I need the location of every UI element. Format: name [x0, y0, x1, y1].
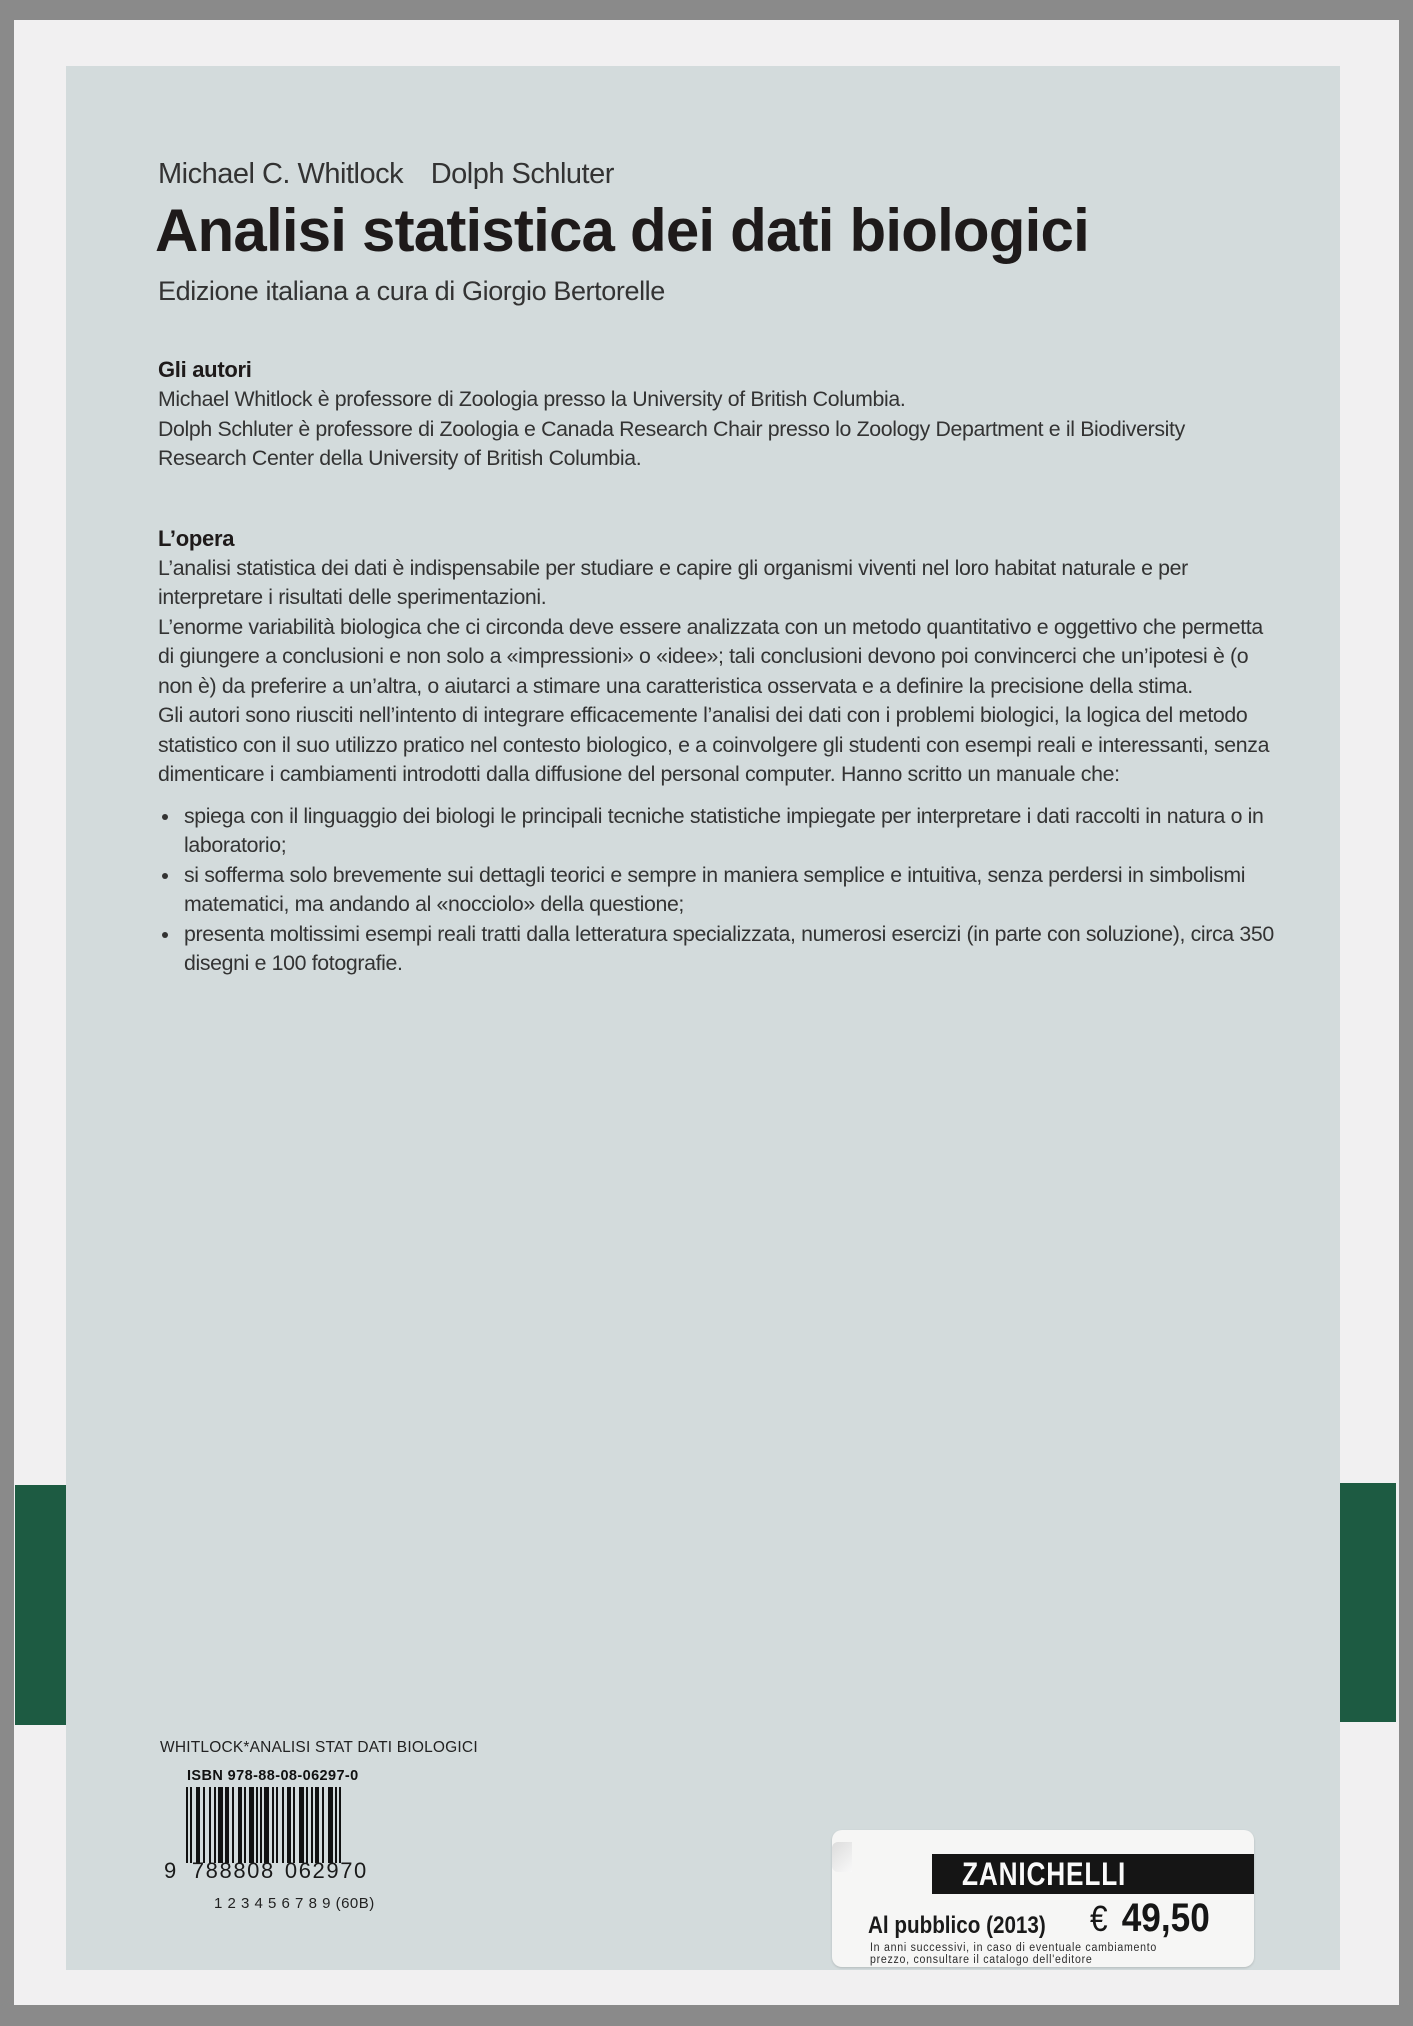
feature-list-item: si sofferma solo brevemente sui dettagli teorici e sempre in maniera semplice e intuitiva, senza perdersi in simbolismi matematici, ma andando al «nocciolo» della questione;: [158, 861, 1278, 920]
publisher-name: ZANICHELLI: [962, 1856, 1127, 1892]
price-amount: 49,50: [1121, 1896, 1210, 1940]
price-sticker: [832, 1830, 1254, 1967]
publisher-band: [932, 1854, 1254, 1894]
section-work: [158, 524, 1278, 979]
feature-list-item: spiega con il linguaggio dei biologi le principali tecniche statistiche impiegate per interpretare i dati raccolti in natura o in laboratorio;: [158, 802, 1278, 861]
authors: [158, 156, 1278, 192]
author-bio: Dolph Schluter è professore di Zoologia e Canada Research Chair presso lo Zoology Department e il Biodiversity Research Center della University of British Columbia.: [158, 416, 1185, 470]
feature-list-item: presenta moltissimi esempi reali tratti dalla letteratura specializzata, numerosi esercizi (in parte con soluzione), circa 350 disegni e 100 fotografie.: [158, 920, 1278, 979]
isbn-label: ISBN 978-88-08-06297-0: [187, 1768, 359, 1784]
price-value: [1090, 1896, 1210, 1941]
euro-icon: €: [1090, 1898, 1108, 1939]
ean-group: 062970: [284, 1858, 368, 1883]
green-spine-bar-right: [1340, 1483, 1396, 1722]
price-label: Al pubblico (2013): [868, 1912, 1046, 1939]
price-note-line: In anni successivi, in caso di eventuale cambiamento: [870, 1942, 1158, 1954]
green-spine-bar-left: [15, 1485, 66, 1725]
print-run-code: 1 2 3 4 5 6 7 8 9 (60B): [214, 1895, 375, 1912]
catalog-short-title: WHITLOCK*ANALISI STAT DATI BIOLOGICI: [160, 1739, 478, 1756]
description-paragraph: Gli autori sono riusciti nell’intento di integrare efficacemente l’analisi dei dati con i problemi biologici, la logica del metodo statistico con il suo utilizzo pratico nel contesto biologico, e a coinvolgere gli studenti con esempi reali e interessanti, senza dimenticare i cambiamenti introdotti dalla diffusione del personal computer. Hanno scritto un manuale che:: [158, 703, 1270, 786]
book-subtitle: Edizione italiana a cura di Giorgio Bertorelle: [158, 276, 665, 306]
price-note-line: prezzo, consultare il catalogo dell'editore: [870, 1954, 1093, 1966]
author-bio: Michael Whitlock è professore di Zoologia presso la University of British Columbia.: [158, 387, 906, 411]
price-note: [870, 1942, 1238, 1966]
book-title: Analisi statistica dei dati biologici: [155, 197, 1089, 264]
section-heading: Gli autori: [158, 357, 252, 382]
section-authors: [158, 355, 1278, 474]
description-paragraph: L’analisi statistica dei dati è indispensabile per studiare e capire gli organismi viventi nel loro habitat naturale e per interpretare i risultati delle sperimentazioni.: [158, 555, 1188, 609]
sticker-peel-corner: [832, 1842, 852, 1872]
author-name: Dolph Schluter: [430, 158, 614, 190]
description-paragraph: L’enorme variabilità biologica che ci circonda deve essere analizzata con un metodo quantitativo e oggettivo che permetta di giungere a conclusioni e non solo a «impressioni» o «idee»; tali conclusioni devono poi convincerci che un’ipotesi è (o non è) da preferire a un’altra, o aiutarci a stimare una caratteristica osservata e a definire la precisione della stima.: [158, 614, 1263, 698]
barcode-icon: [186, 1787, 370, 1863]
feature-list: [158, 802, 1278, 979]
section-heading: L’opera: [158, 525, 235, 551]
author-name: Michael C. Whitlock: [158, 158, 404, 190]
ean-first-digit: 9: [164, 1858, 178, 1883]
cover-content: [155, 156, 1278, 979]
ean-digits: [164, 1858, 368, 1884]
ean-group: 788808: [191, 1858, 275, 1883]
